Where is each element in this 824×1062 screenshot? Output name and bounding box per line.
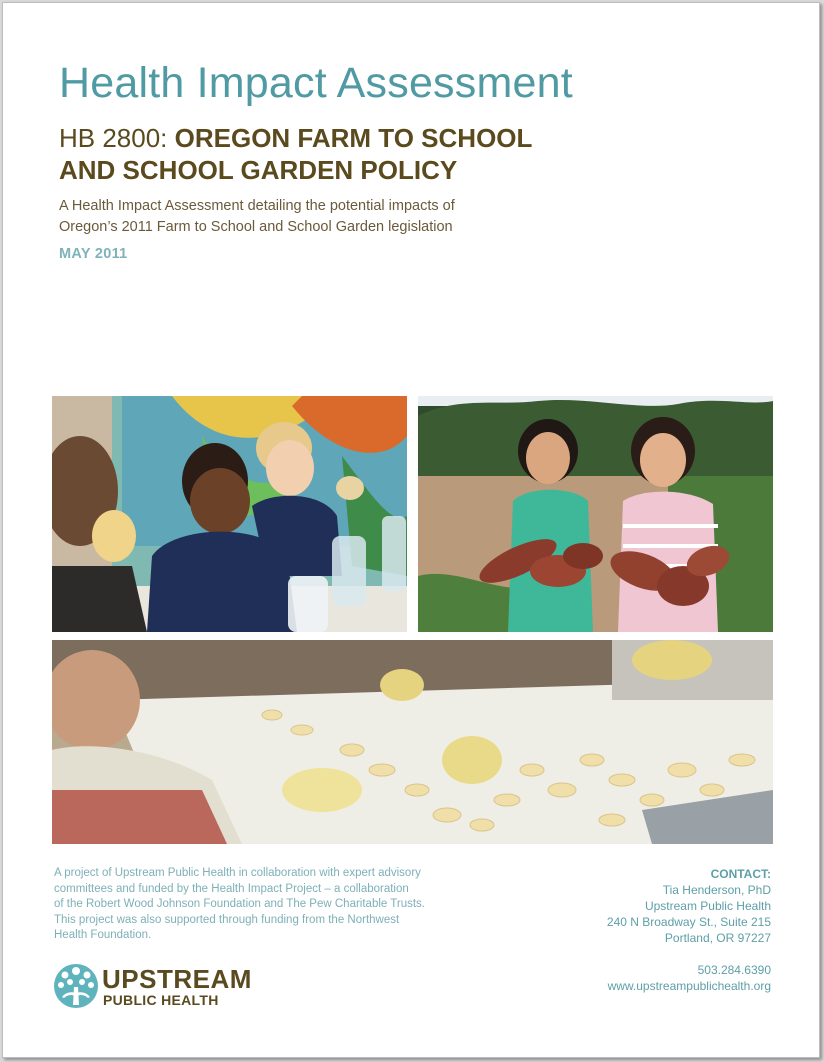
- contact-website[interactable]: www.upstreampublichealth.org: [607, 979, 771, 993]
- description-line-1: A Health Impact Assessment detailing the potential impacts of: [59, 198, 455, 214]
- description-line-2: Oregon’s 2011 Farm to School and School Garden legislation: [59, 219, 453, 235]
- children-eating-apples-photo: [52, 396, 407, 632]
- page-title: Health Impact Assessment: [59, 59, 573, 107]
- report-subtitle: [59, 122, 699, 186]
- contact-name: Tia Henderson, PhD: [662, 883, 771, 897]
- credit-line-2: committees and funded by the Health Impact Project – a collaboration: [54, 882, 409, 895]
- subtitle-line-1: OREGON FARM TO SCHOOL: [174, 123, 533, 153]
- contact-phone: 503.284.6390: [697, 963, 771, 977]
- logo-name-line-2: PUBLIC HEALTH: [103, 992, 219, 1008]
- publication-date: MAY 2011: [59, 246, 128, 262]
- workers-sorting-apple-slices-photo: [52, 640, 773, 844]
- credit-line-3: of the Robert Wood Johnson Foundation and The Pew Charitable Trusts.: [54, 898, 425, 910]
- bill-number: HB 2800:: [59, 123, 175, 153]
- credit-line-1: A project of Upstream Public Health in collaboration with expert advisory: [54, 867, 421, 879]
- funding-credit: [54, 866, 474, 944]
- contact-block: [511, 866, 771, 994]
- logo-name-line-1: UPSTREAM: [102, 964, 252, 994]
- report-cover-page: [2, 2, 820, 1058]
- contact-street: 240 N Broadway St., Suite 215: [606, 915, 771, 929]
- contact-organization: Upstream Public Health: [644, 899, 771, 913]
- report-description: [59, 196, 579, 238]
- contact-city: Portland, OR 97227: [664, 931, 771, 945]
- credit-line-4: This project was also supported through funding from the Northwest: [54, 913, 400, 926]
- tree-logo-icon: [53, 963, 99, 1009]
- credit-line-5: Health Foundation.: [54, 929, 152, 941]
- upstream-public-health-logo: [53, 963, 313, 1015]
- contact-label: CONTACT:: [710, 867, 771, 881]
- subtitle-line-2: AND SCHOOL GARDEN POLICY: [59, 155, 458, 185]
- girls-holding-sweet-potatoes-photo: [418, 396, 773, 632]
